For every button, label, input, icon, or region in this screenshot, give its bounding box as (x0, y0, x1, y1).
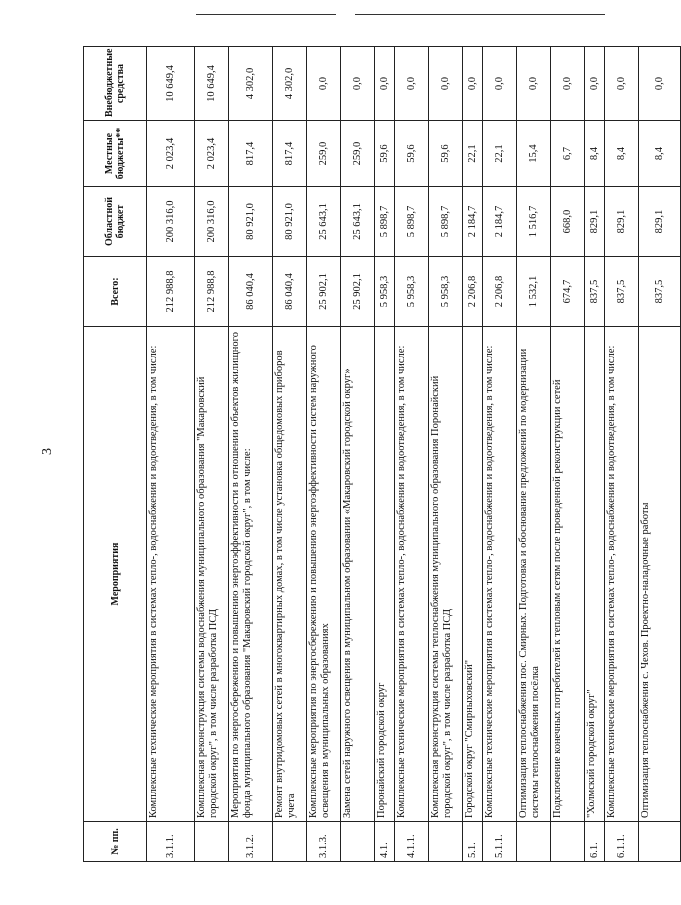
row-no: 3.1.2. (229, 822, 273, 862)
row-total: 212 988,8 (195, 257, 229, 327)
row-extra: 4 302,0 (273, 47, 307, 121)
table-row (229, 47, 273, 862)
table-row (463, 47, 483, 862)
budget-table (83, 46, 681, 862)
row-local: 8,4 (605, 121, 639, 187)
row-no: 5.1.1. (483, 822, 517, 862)
row-no (195, 822, 229, 862)
row-regional: 1 516,7 (517, 187, 551, 257)
row-local: 817,4 (273, 121, 307, 187)
table-row (639, 47, 681, 862)
row-local: 2 023,4 (147, 121, 195, 187)
table-row (551, 47, 585, 862)
row-no (639, 822, 681, 862)
row-extra: 0,0 (307, 47, 341, 121)
row-total: 2 206,8 (463, 257, 483, 327)
table-row (483, 47, 517, 862)
row-extra: 0,0 (341, 47, 375, 121)
row-regional: 80 921,0 (273, 187, 307, 257)
row-extra: 0,0 (585, 47, 605, 121)
row-no: 3.1.3. (307, 822, 341, 862)
row-regional: 80 921,0 (229, 187, 273, 257)
table-row (147, 47, 195, 862)
row-no: 5.1. (463, 822, 483, 862)
row-total: 837,5 (639, 257, 681, 327)
row-extra: 10 649,4 (195, 47, 229, 121)
row-total: 25 902,1 (341, 257, 375, 327)
row-local: 59,6 (395, 121, 429, 187)
row-measure: Поронайский городской округ (375, 327, 395, 822)
row-extra: 0,0 (463, 47, 483, 121)
table-row (517, 47, 551, 862)
row-local: 15,4 (517, 121, 551, 187)
row-measure: Оптимизация теплоснабжения с. Чехов. Проектно-наладочные работы (639, 327, 681, 822)
table-row (273, 47, 307, 862)
row-measure: Оптимизация теплоснабжения пос. Смирных. Подготовка и обоснование предложений по модернизации системы теплоснабжения посёлка (517, 327, 551, 822)
row-regional: 829,1 (639, 187, 681, 257)
row-extra: 0,0 (375, 47, 395, 121)
row-extra: 0,0 (517, 47, 551, 121)
row-measure: Комплексные технические мероприятия в системах тепло-, водоснабжения и водоотведения, в том числе: (605, 327, 639, 822)
rotated-table-wrapper (83, 47, 665, 862)
table-row (195, 47, 229, 862)
row-regional: 5 898,7 (375, 187, 395, 257)
row-no (341, 822, 375, 862)
row-local: 259,0 (307, 121, 341, 187)
row-measure: Городской округ "Смирныховский" (463, 327, 483, 822)
row-regional: 200 316,0 (147, 187, 195, 257)
row-measure: Комплексные технические мероприятия в системах тепло-, водоснабжения и водоотведения, в том числе: (483, 327, 517, 822)
row-extra: 4 302,0 (229, 47, 273, 121)
row-measure: "Холмский городской округ" (585, 327, 605, 822)
row-total: 212 988,8 (147, 257, 195, 327)
row-extra: 0,0 (429, 47, 463, 121)
row-measure: Мероприятия по энергосбережению и повышению энергоэффективности в отношении объектов жилищного фонда муниципального образования "Макаровский городской округ", в том числе: (229, 327, 273, 822)
header-rule-left (196, 14, 336, 15)
row-local: 259,0 (341, 121, 375, 187)
row-measure: Комплексная реконструкция системы теплоснабжения муниципального образования Поронайский городской округ", в том числе разработка ПСД (429, 327, 463, 822)
row-extra: 10 649,4 (147, 47, 195, 121)
col-header-regional: Областной бюджет (84, 187, 147, 257)
table-row (605, 47, 639, 862)
table-body (147, 47, 681, 862)
row-total: 2 206,8 (483, 257, 517, 327)
table-row (429, 47, 463, 862)
row-measure: Ремонт внутридомовых сетей в многоквартирных домах, в том числе установка общедомовых приборов учета (273, 327, 307, 822)
row-no: 6.1.1. (605, 822, 639, 862)
col-header-measures: Мероприятия (84, 327, 147, 822)
row-regional: 2 184,7 (463, 187, 483, 257)
row-measure: Комплексные технические мероприятия в системах тепло-, водоснабжения и водоотведения, в том числе: (395, 327, 429, 822)
table-row (585, 47, 605, 862)
row-extra: 0,0 (605, 47, 639, 121)
col-header-total: Всего: (84, 257, 147, 327)
row-no (517, 822, 551, 862)
row-regional: 5 898,7 (429, 187, 463, 257)
table-row (307, 47, 341, 862)
row-measure: Замена сетей наружного освещения в муниципальном образовании «Макаровский городской округ» (341, 327, 375, 822)
row-local: 22,1 (463, 121, 483, 187)
row-local: 22,1 (483, 121, 517, 187)
row-regional: 829,1 (585, 187, 605, 257)
row-local: 59,6 (429, 121, 463, 187)
col-header-no: № пп. (84, 822, 147, 862)
row-local: 8,4 (585, 121, 605, 187)
row-regional: 668,0 (551, 187, 585, 257)
row-regional: 25 643,1 (307, 187, 341, 257)
row-total: 837,5 (605, 257, 639, 327)
row-no (429, 822, 463, 862)
row-extra: 0,0 (551, 47, 585, 121)
row-local: 59,6 (375, 121, 395, 187)
col-header-local: Местные бюджеты** (84, 121, 147, 187)
row-total: 5 958,3 (429, 257, 463, 327)
page-number: 3 (40, 448, 55, 455)
row-regional: 25 643,1 (341, 187, 375, 257)
row-regional: 5 898,7 (395, 187, 429, 257)
row-total: 674,7 (551, 257, 585, 327)
row-no: 4.1.1. (395, 822, 429, 862)
row-local: 2 023,4 (195, 121, 229, 187)
row-measure: Подключение конечных потребителей к тепловым сетям после проведенной реконструкции сетей (551, 327, 585, 822)
col-header-extra: Внебюджетные средства (84, 47, 147, 121)
row-extra: 0,0 (639, 47, 681, 121)
row-regional: 200 316,0 (195, 187, 229, 257)
row-extra: 0,0 (395, 47, 429, 121)
row-no: 6.1. (585, 822, 605, 862)
row-total: 86 040,4 (273, 257, 307, 327)
row-extra: 0,0 (483, 47, 517, 121)
header-rule-right (355, 14, 605, 15)
row-total: 5 958,3 (375, 257, 395, 327)
row-regional: 2 184,7 (483, 187, 517, 257)
table-row (395, 47, 429, 862)
row-local: 8,4 (639, 121, 681, 187)
row-total: 837,5 (585, 257, 605, 327)
row-local: 817,4 (229, 121, 273, 187)
row-no: 3.1.1. (147, 822, 195, 862)
row-measure: Комплексные мероприятия по энергосбережению и повышению энергоэффективности систем наружного освещения в муниципальных образованиях (307, 327, 341, 822)
row-no: 4.1. (375, 822, 395, 862)
row-total: 5 958,3 (395, 257, 429, 327)
row-total: 86 040,4 (229, 257, 273, 327)
row-measure: Комплексные технические мероприятия в системах тепло-, водоснабжения и водоотведения, в том числе: (147, 327, 195, 822)
table-row (375, 47, 395, 862)
table-row (341, 47, 375, 862)
row-total: 25 902,1 (307, 257, 341, 327)
row-measure: Комплексная реконструкция системы водоснабжения муниципального образования "Макаровский городской округ", в том числе разработка ПСД (195, 327, 229, 822)
row-regional: 829,1 (605, 187, 639, 257)
row-no (273, 822, 307, 862)
table-header-row (84, 47, 147, 862)
row-no (551, 822, 585, 862)
row-local: 6,7 (551, 121, 585, 187)
row-total: 1 532,1 (517, 257, 551, 327)
